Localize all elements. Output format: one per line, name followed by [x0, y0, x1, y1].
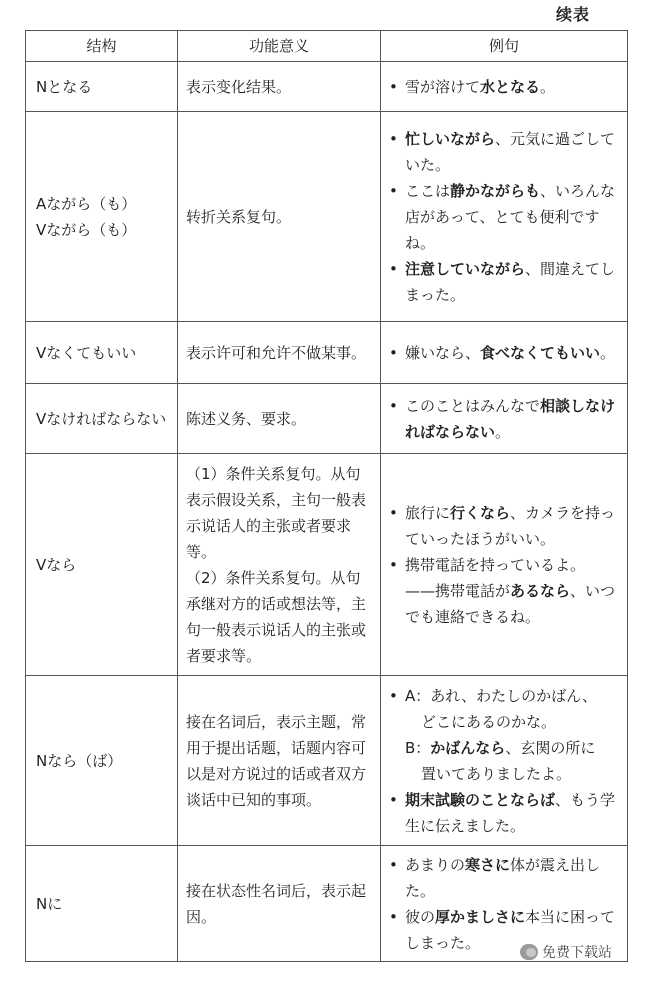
- structure-cell: [26, 62, 178, 112]
- function-cell: [178, 846, 381, 962]
- grammar-highlight: 忙しいながら: [405, 129, 496, 148]
- example-item: [389, 852, 619, 904]
- function-text: （2）条件关系复句。从句承继对方的话或想法等，主句一般表示说话人的主张或者要求等。: [186, 568, 367, 665]
- grammar-highlight: 行くなら: [450, 503, 511, 522]
- example-cell: [381, 62, 628, 112]
- structure-cell: [26, 384, 178, 454]
- structure-cell: [26, 846, 178, 962]
- table-row: [26, 384, 628, 454]
- example-list: [389, 852, 619, 956]
- example-item: [389, 340, 619, 366]
- table-row: [26, 454, 628, 676]
- grammar-highlight: 相談しなければならない: [405, 396, 616, 441]
- grammar-highlight: 食べなくてもいい: [480, 343, 601, 362]
- example-text: あまりの: [405, 855, 466, 874]
- example-item: [389, 709, 619, 735]
- example-text: 本当に困ってしまった。: [405, 907, 616, 952]
- example-text: 、間違えてしまった。: [405, 259, 616, 304]
- function-cell: [178, 62, 381, 112]
- structure-text: Vなければならない: [36, 409, 167, 428]
- example-text: 、いろんな店があって、とても便利ですね。: [405, 181, 616, 252]
- example-item: [389, 126, 619, 178]
- structure-cell: [26, 112, 178, 322]
- example-list: [389, 500, 619, 630]
- grammar-highlight: 注意していながら: [405, 259, 526, 278]
- table-row: [26, 676, 628, 846]
- header-example: 例句: [381, 31, 628, 62]
- grammar-highlight: 厚かましさに: [435, 907, 526, 926]
- structure-cell: [26, 322, 178, 384]
- example-cell: [381, 112, 628, 322]
- example-text: 。: [495, 422, 511, 441]
- example-text: ——携帯電話が: [405, 581, 511, 600]
- table-row: [26, 112, 628, 322]
- example-text: 、カメラを持っていったほうがいい。: [405, 503, 616, 548]
- grammar-table: [25, 30, 628, 962]
- example-item: [389, 74, 619, 100]
- example-text: 。: [600, 343, 616, 362]
- function-cell: [178, 322, 381, 384]
- grammar-highlight: 期末試験のことならば: [405, 790, 556, 809]
- example-cell: [381, 322, 628, 384]
- function-cell: [178, 112, 381, 322]
- example-text: 、元気に過ごしていた。: [405, 129, 616, 174]
- grammar-highlight: 水となる: [480, 77, 541, 96]
- example-text: このことはみんなで: [405, 396, 541, 415]
- function-text: 接在状态性名词后，表示起因。: [186, 881, 367, 926]
- example-list: [389, 340, 619, 366]
- function-text: 接在名词后，表示主题，常用于提出话题，话题内容可以是对方说过的话或者双方谈话中已知的事项。: [186, 712, 367, 809]
- function-text: 表示变化结果。: [186, 77, 292, 96]
- example-text: 、もう学生に伝えました。: [405, 790, 616, 835]
- example-item: [389, 393, 619, 445]
- table-row: [26, 322, 628, 384]
- example-text: 嫌いなら、: [405, 343, 481, 362]
- function-cell: [178, 454, 381, 676]
- example-text: A：あれ、わたしのかばん、: [405, 686, 598, 705]
- example-cell: [381, 384, 628, 454]
- function-cell: [178, 384, 381, 454]
- header-structure: 结构: [26, 31, 178, 62]
- example-text: 。: [540, 77, 556, 96]
- structure-text: Vなくてもいい: [36, 343, 137, 362]
- example-text: 携帯電話を持っているよ。: [405, 555, 586, 574]
- function-text: 转折关系复句。: [186, 207, 292, 226]
- example-list: [389, 74, 619, 100]
- example-item: [389, 761, 619, 787]
- table-header-row: [26, 31, 628, 62]
- function-cell: [178, 676, 381, 846]
- structure-cell: [26, 454, 178, 676]
- example-text: ここは: [405, 181, 451, 200]
- example-text: 、いつでも連絡できるね。: [405, 581, 616, 626]
- header-function: 功能意义: [178, 31, 381, 62]
- grammar-highlight: あるなら: [510, 581, 571, 600]
- function-text: （1）条件关系复句。从句表示假设关系，主句一般表示说话人的主张或者要求等。: [186, 464, 367, 561]
- continued-label: 续表: [556, 5, 591, 24]
- structure-text: Vながら（も）: [36, 220, 137, 239]
- structure-text: Nなら（ば）: [36, 751, 123, 770]
- grammar-highlight: 静かながらも: [450, 181, 541, 200]
- example-item: [389, 578, 619, 630]
- example-item: [389, 500, 619, 552]
- example-item: [389, 552, 619, 578]
- example-text: 置いてありましたよ。: [421, 764, 572, 783]
- grammar-highlight: 寒さに: [465, 855, 511, 874]
- function-text: 表示许可和允许不做某事。: [186, 343, 367, 362]
- example-text: B：: [405, 738, 431, 757]
- example-item: [389, 683, 619, 709]
- watermark-text: 免费下载站: [542, 945, 612, 961]
- example-item: [389, 178, 619, 256]
- example-item: [389, 735, 619, 761]
- structure-text: Vなら: [36, 555, 77, 574]
- example-text: 、玄関の所に: [505, 738, 596, 757]
- structure-text: Aながら（も）: [36, 194, 137, 213]
- example-list: [389, 393, 619, 445]
- example-list: [389, 126, 619, 308]
- example-cell: [381, 454, 628, 676]
- example-item: [389, 256, 619, 308]
- example-text: 体が震え出した。: [405, 855, 601, 900]
- structure-text: Nとなる: [36, 77, 93, 96]
- watermark: [520, 942, 612, 962]
- function-text: 陈述义务、要求。: [186, 409, 307, 428]
- grammar-highlight: かばんなら: [430, 738, 506, 757]
- example-text: 雪が溶けて: [405, 77, 481, 96]
- structure-cell: [26, 676, 178, 846]
- example-item: [389, 787, 619, 839]
- example-list: [389, 683, 619, 839]
- wechat-icon: [520, 944, 538, 960]
- example-text: 旅行に: [405, 503, 451, 522]
- table-body: [26, 62, 628, 962]
- example-text: どこにあるのかな。: [421, 712, 557, 731]
- example-cell: [381, 676, 628, 846]
- structure-text: Nに: [36, 894, 63, 913]
- table-row: [26, 62, 628, 112]
- example-text: 彼の: [405, 907, 436, 926]
